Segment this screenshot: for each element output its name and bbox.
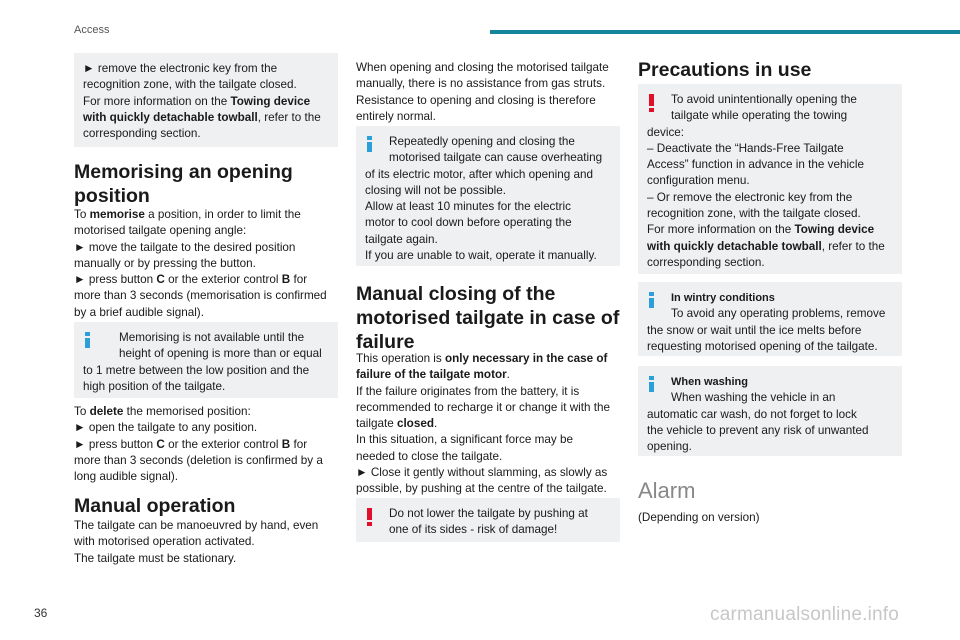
box-line: ► remove the electronic key from the (83, 62, 278, 75)
alarm-version-note: (Depending on version) (638, 511, 760, 524)
text-line: with motorised operation activated. (74, 535, 255, 549)
info-box-memorising (74, 322, 338, 398)
box-title: When washing (671, 376, 748, 388)
box-line: For more information on the Towing device (83, 94, 311, 108)
box-line: height of opening is more than or equal (119, 347, 322, 361)
text-line: This operation is only necessary in the case of (356, 352, 608, 365)
box-line: high position of the tailgate. (83, 379, 226, 393)
box-line: recognition zone, with the tailgate closed. (647, 207, 861, 221)
text-line: more than 3 seconds (deletion is confirmed by a (74, 453, 323, 467)
box-line: device: (647, 125, 685, 139)
text-line: If the failure originates from the battery, it is (356, 384, 580, 398)
box-line: tailgate again. (365, 232, 438, 246)
text-line: In this situation, a significant force may be (356, 433, 573, 447)
box-line: – Or remove the electronic key from the (647, 190, 853, 204)
text-line: failure of the tailgate motor. (356, 368, 510, 382)
heading-manual-operation: Manual operation (74, 495, 236, 517)
box-line: automatic car wash, do not forget to lock (647, 407, 857, 421)
box-line: For more information on the Towing device (647, 223, 875, 237)
text-line: Resistance to opening and closing is therefore (356, 93, 596, 107)
warning-box-towing (638, 84, 902, 274)
info-icon (367, 136, 372, 152)
failure-text (356, 351, 628, 498)
text-line: long audible signal). (74, 470, 178, 484)
manual-text (74, 518, 344, 567)
box-line: recognition zone, with the tailgate closed. (83, 78, 297, 92)
text-line: To memorise a position, in order to limit the (74, 208, 301, 221)
text-line: When opening and closing the motorised tailgate (356, 61, 609, 74)
memorise-text (74, 207, 344, 321)
box-line: Allow at least 10 minutes for the electric (365, 200, 571, 214)
text-line: The tailgate must be stationary. (74, 551, 237, 565)
box-line: corresponding section. (647, 255, 765, 269)
box-line: motorised tailgate can cause overheating (389, 151, 603, 165)
info-box-washing (638, 366, 902, 456)
box-line: with quickly detachable towball, refer to the (647, 239, 885, 253)
text-line: manually, there is no assistance from gas struts. (356, 77, 606, 91)
box-line: closing will not be possible. (365, 183, 506, 197)
text-line: by a brief audible signal). (74, 305, 204, 319)
heading-precautions: Precautions in use (638, 59, 812, 81)
heading-memorising: Memorising an opening position (74, 161, 293, 207)
running-header: Access (74, 24, 110, 36)
heading-manual-closing: Manual closing of the motorised tailgate in case of failure (356, 283, 620, 353)
header-accent-bar (490, 30, 960, 34)
box-line: To avoid unintentionally opening the (671, 93, 857, 106)
text-line: tailgate closed. (356, 417, 438, 431)
info-box-overheating (356, 126, 620, 266)
continued-info-box (74, 53, 338, 147)
warning-box-sides (356, 498, 620, 542)
heading-alarm: Alarm (638, 478, 696, 503)
intro-text (356, 60, 626, 125)
text-line: entirely normal. (356, 109, 436, 123)
text-line: recommended to recharge it or change it with the (356, 400, 611, 414)
text-line: needed to close the tailgate. (356, 449, 503, 463)
text-line: motorised tailgate opening angle: (74, 224, 247, 238)
delete-text (74, 404, 344, 485)
box-line: the vehicle to prevent any risk of unwanted (647, 423, 869, 437)
info-icon (649, 376, 654, 392)
box-line: If you are unable to wait, operate it manually. (365, 249, 597, 263)
box-line: the snow or wait until the ice melts before (647, 323, 862, 337)
box-line: requesting motorised opening of the tailgate. (647, 339, 878, 353)
info-icon (85, 332, 90, 348)
box-line: – Deactivate the “Hands-Free Tailgate (647, 141, 844, 155)
box-line: corresponding section. (83, 127, 201, 141)
box-line: Do not lower the tailgate by pushing at (389, 507, 588, 520)
text-line: The tailgate can be manoeuvred by hand, even (74, 519, 319, 532)
box-line: configuration menu. (647, 174, 750, 188)
text-line: ► open the tailgate to any position. (74, 421, 258, 435)
box-line: motor to cool down before operating the (365, 216, 572, 230)
box-title: In wintry conditions (671, 292, 775, 304)
text-line: manually or by pressing the button. (74, 256, 256, 270)
watermark-text: carmanualsonline.info (710, 604, 900, 625)
box-line: Access” function in advance in the vehicle (647, 158, 864, 172)
page-number: 36 (34, 606, 48, 620)
box-line: to 1 metre between the low position and the (83, 363, 310, 377)
box-line: of its electric motor, after which opening and (365, 167, 594, 181)
text-line: possible, by pushing at the centre of the tailgate. (356, 482, 607, 496)
box-line: Memorising is not available until the (119, 331, 305, 344)
box-line: one of its sides - risk of damage! (389, 523, 558, 537)
text-line: ► press button C or the exterior control B for (74, 273, 308, 287)
text-line: ► press button C or the exterior control B for (74, 437, 308, 451)
box-line: Repeatedly opening and closing the (389, 135, 575, 148)
warning-icon (367, 508, 372, 526)
text-line: ► Close it gently without slamming, as slowly as (356, 466, 608, 480)
info-icon (649, 292, 654, 308)
info-box-winter (638, 282, 902, 356)
text-line: ► move the tailgate to the desired position (74, 240, 296, 254)
box-line: To avoid any operating problems, remove (671, 307, 886, 321)
box-line: tailgate while operating the towing (671, 109, 848, 123)
text-line: To delete the memorised position: (74, 405, 251, 418)
text-line: more than 3 seconds (memorisation is confirmed (74, 289, 327, 303)
warning-icon (649, 94, 654, 112)
box-line: When washing the vehicle in an (671, 391, 836, 405)
box-line: with quickly detachable towball, refer to the (83, 110, 321, 124)
box-line: opening. (647, 440, 692, 454)
